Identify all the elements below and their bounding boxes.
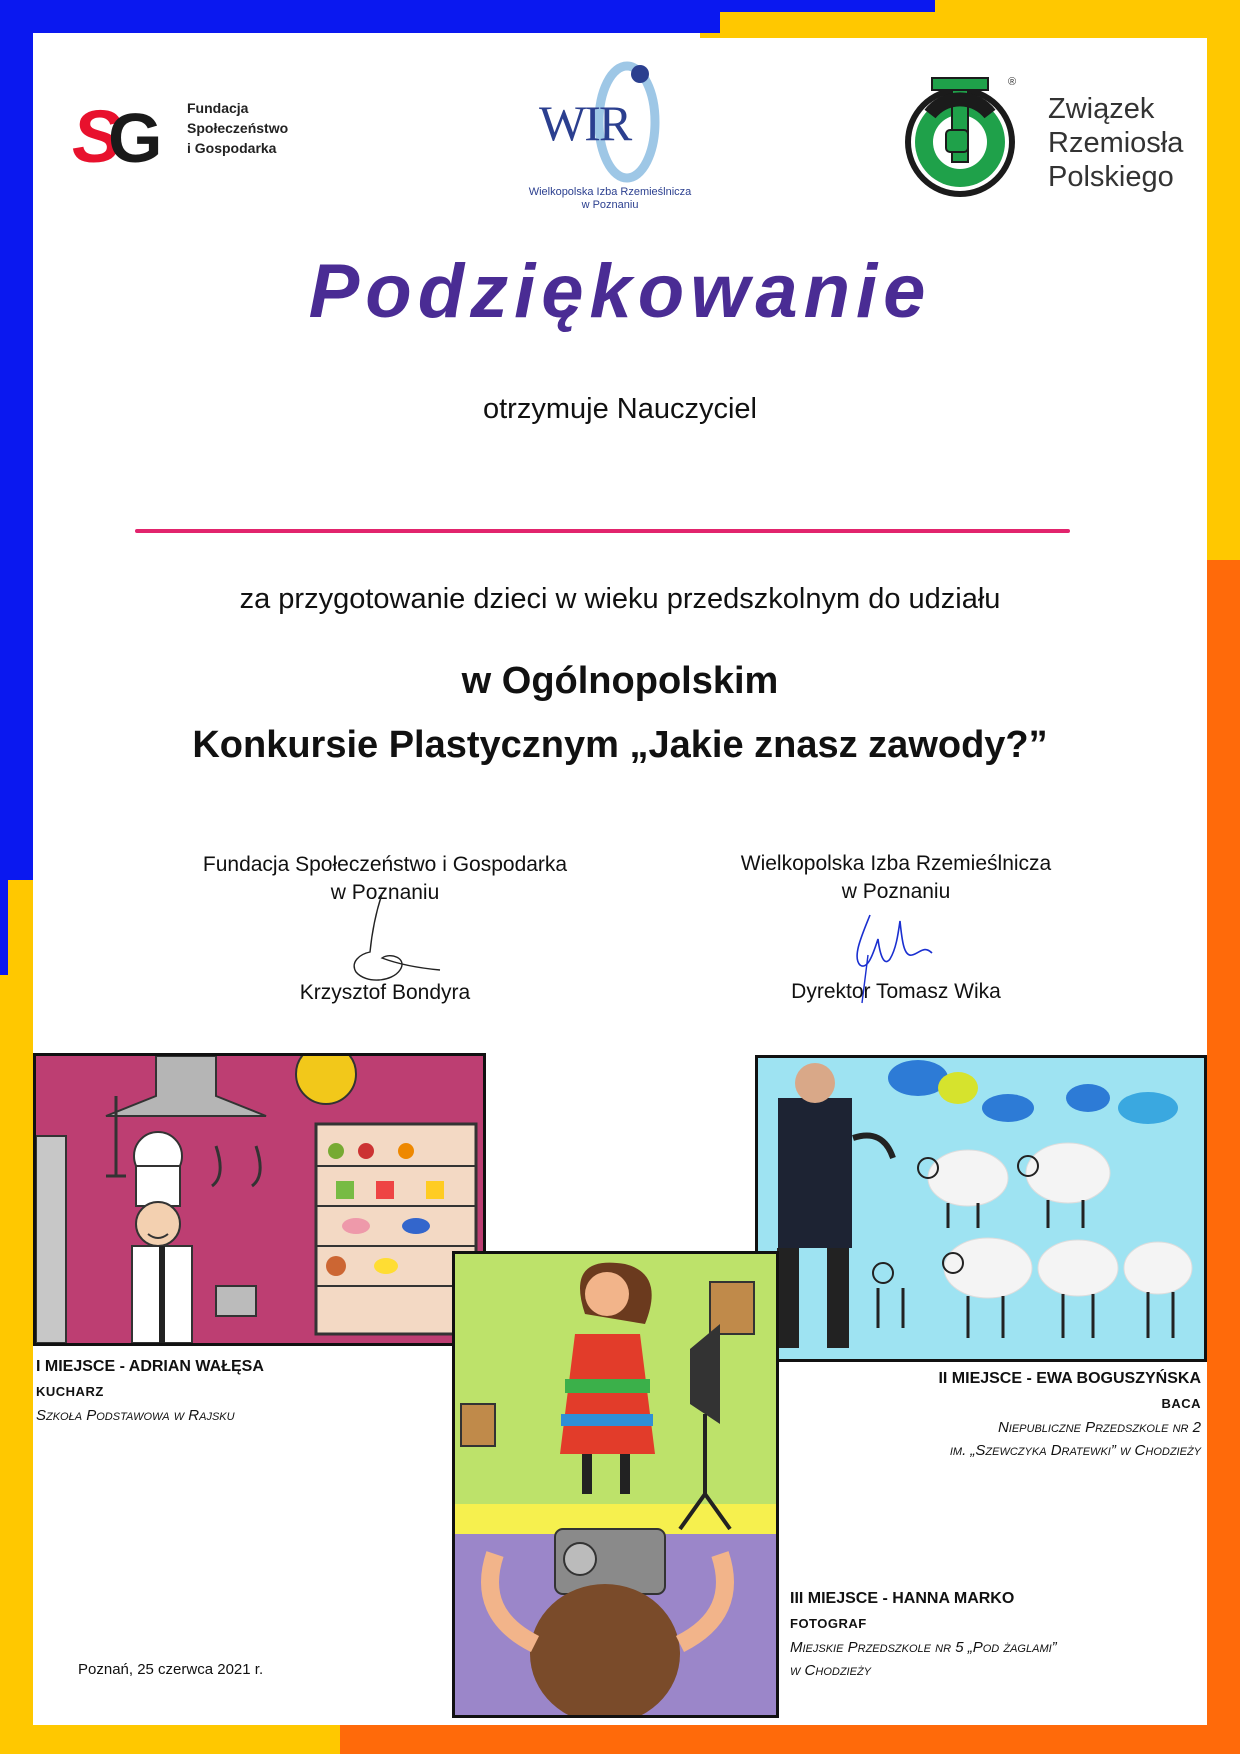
caption-third-place bbox=[790, 1590, 1057, 1679]
zrp-name-line: Rzemiosła bbox=[1048, 127, 1184, 159]
signatory-org-line: w Poznaniu bbox=[330, 881, 440, 904]
issue-date: Poznań, 25 czerwca 2021 r. bbox=[78, 1661, 264, 1678]
sg-logo-mark bbox=[72, 96, 162, 172]
zrp-emblem-mark bbox=[900, 74, 1020, 204]
winner-place: II MIEJSCE - EWA BOGUSZYŃSKA bbox=[938, 1370, 1201, 1387]
sg-name-line: i Gospodarka bbox=[187, 140, 277, 156]
artwork-third-place bbox=[452, 1251, 779, 1718]
caption-second-place bbox=[938, 1370, 1201, 1459]
caption-first-place bbox=[36, 1358, 264, 1424]
signatory-1-name: Krzysztof Bondyra bbox=[299, 981, 471, 1004]
svg-text:S: S bbox=[72, 96, 114, 172]
signatory-org-line: w Poznaniu bbox=[841, 880, 951, 903]
winner-profession: FOTOGRAF bbox=[790, 1616, 867, 1631]
winner-place: III MIEJSCE - HANNA MARKO bbox=[790, 1590, 1015, 1607]
sg-name-line: Społeczeństwo bbox=[187, 120, 289, 136]
signatory-2-name: Dyrektor Tomasz Wika bbox=[791, 980, 1001, 1003]
sg-logo-name bbox=[187, 98, 288, 158]
winner-school: im. „Szewczyka Dratewki” w Chodzieży bbox=[949, 1442, 1201, 1459]
cook-drawing bbox=[36, 1056, 483, 1343]
certificate-title: Podziękowanie bbox=[308, 249, 932, 334]
winner-profession: BACA bbox=[1161, 1396, 1201, 1411]
signatory-org-line: Wielkopolska Izba Rzemieślnicza bbox=[740, 852, 1052, 875]
zrp-emblem bbox=[900, 74, 1020, 204]
winner-profession: KUCHARZ bbox=[36, 1384, 104, 1399]
sg-logo bbox=[72, 96, 162, 172]
winner-school: Niepubliczne Przedszkole nr 2 bbox=[997, 1419, 1201, 1436]
winner-school: Szkoła Podstawowa w Rajsku bbox=[36, 1407, 235, 1424]
winner-school: w Chodzieży bbox=[790, 1662, 871, 1679]
recipient-name-line bbox=[135, 529, 1070, 533]
signatory-org-line: Fundacja Społeczeństwo i Gospodarka bbox=[202, 853, 568, 876]
wir-logo bbox=[535, 60, 685, 185]
svg-text:WIR: WIR bbox=[539, 95, 631, 151]
reason-text: za przygotowanie dzieci w wieku przedszkolnym do udziału bbox=[239, 583, 1001, 615]
artwork-second-place bbox=[755, 1055, 1207, 1362]
contest-line-2: Konkursie Plastycznym „Jakie znasz zawody?” bbox=[192, 724, 1048, 766]
wir-caption-line: w Poznaniu bbox=[581, 199, 639, 211]
contest-line-1: w Ogólnopolskim bbox=[461, 660, 779, 702]
recipient-intro: otrzymuje Nauczyciel bbox=[483, 393, 757, 425]
sg-name-line: Fundacja bbox=[187, 100, 249, 116]
svg-text:G: G bbox=[108, 99, 162, 172]
zrp-name-line: Związek bbox=[1048, 93, 1155, 125]
wir-logo-mark bbox=[535, 60, 685, 185]
signature-1 bbox=[330, 892, 450, 992]
winner-place: I MIEJSCE - ADRIAN WAŁĘSA bbox=[36, 1358, 264, 1375]
photographer-drawing bbox=[455, 1254, 776, 1715]
winner-school: Miejskie Przedszkole nr 5 „Pod żaglami” bbox=[790, 1639, 1057, 1656]
artwork-first-place bbox=[33, 1053, 486, 1346]
zrp-logo-name bbox=[1048, 92, 1183, 194]
zrp-name-line: Polskiego bbox=[1048, 161, 1174, 193]
shepherd-drawing bbox=[758, 1058, 1204, 1359]
wir-logo-caption bbox=[520, 186, 700, 212]
registered-mark: ® bbox=[1008, 76, 1017, 88]
wir-caption-line: Wielkopolska Izba Rzemieślnicza bbox=[528, 186, 692, 198]
